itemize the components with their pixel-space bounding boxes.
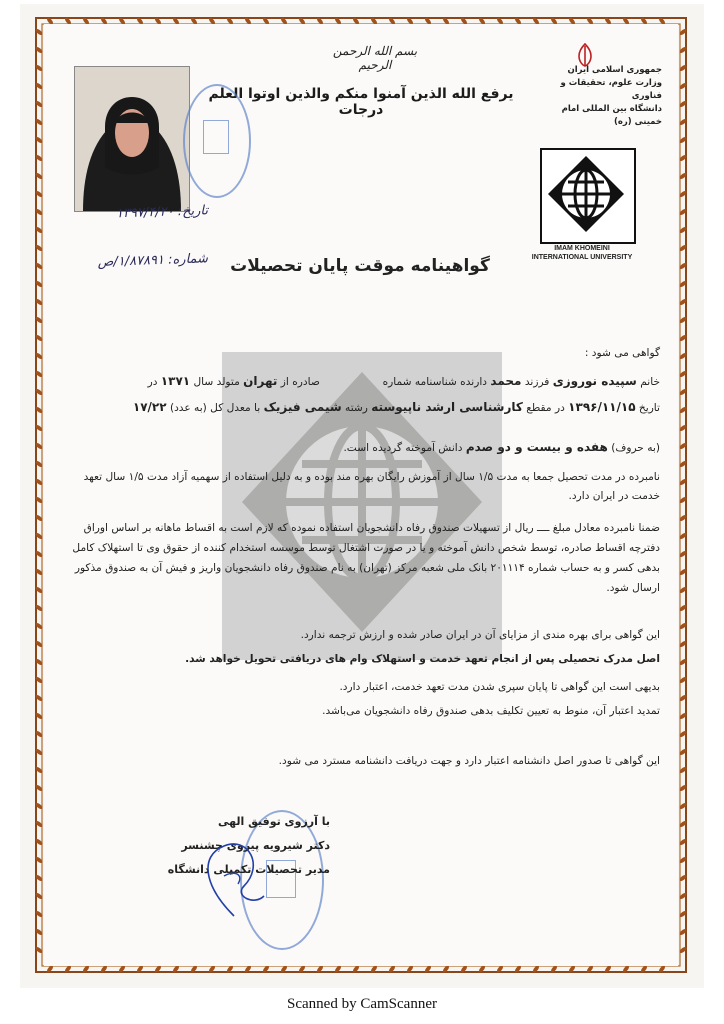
graduation-date: ۱۳۹۶/۱۱/۱۵ (568, 400, 636, 414)
ministry-line: وزارت علوم، تحقیقات و فناوری (560, 78, 662, 101)
gpa: ۱۷/۲۲ (132, 400, 167, 414)
verse-calligraphy: یرفع الله الذین آمنوا منکم والذین اوتوا العلم درجات (208, 86, 514, 118)
validity-paragraph: این گواهی برای بهره مندی از مزایای آن در ایران صادر شده و ارزش ترجمه ندارد. (300, 629, 660, 641)
text: صادره از (280, 376, 320, 388)
birth-year: ۱۳۷۱ (160, 374, 191, 388)
university-line: دانشگاه بین المللی امام خمینی (ره) (561, 104, 662, 127)
signer-name: دکتر شیرویه پیروی چشنسر (181, 839, 330, 852)
university-english-line1: IMAM KHOMEINI (554, 245, 610, 252)
reference-date: تاریخ: ۱۳۹۷/۴/۲۰ (115, 203, 209, 222)
signer-position: مدیر تحصیلات تکمیلی دانشگاه (167, 863, 330, 876)
certificate-greeting: گواهی می شود : (584, 347, 660, 359)
text: متولد سال (193, 376, 240, 388)
issue-city: تهران (243, 374, 278, 388)
certificate-line-2 (56, 398, 660, 418)
university-stamp (183, 84, 251, 198)
certificate-line-3 (56, 438, 660, 458)
certificate-line-1 (56, 372, 660, 392)
closing-wish: با آرزوی توفیق الهی (217, 815, 330, 828)
handwritten-signature (194, 826, 274, 926)
service-validity-paragraph: بدیهی است این گواهی تا پایان سپری شدن مدت تعهد خدمت، اعتبار دارد. (339, 681, 660, 693)
text: (به حروف) (611, 442, 660, 454)
text: رشته (345, 402, 368, 414)
text: با معدل کل (به عدد) (169, 402, 261, 414)
extension-paragraph: تمدید اعتبار آن، منوط به تعیین تکلیف بدهی صندوق رفاه دانشجویان می‌باشد. (322, 705, 660, 717)
loan-paragraph: ضمنا نامبرده معادل مبلغ ــــ ریال از تسهیلات صندوق رفاه دانشجویان استفاده نموده که لازم است به اقساط ماهانه بر اساس اوراق دفترچه اقساط صادره، توسط شخص دانش آموخته و یا در صورت اشتغال توسط موسسه استخدام کننده از حقوق وی تا استهلاک کامل بدهی کسر و به حساب شماره ۲۰۱۱۱۴ بانک ملی شعبه مرکز (تهران) به نام صندوق رفاه دانشجویان واریز و فیش آن به صندوق مذکور ارسال شود. (72, 522, 660, 594)
university-english-name (520, 244, 644, 262)
service-obligation-paragraph: نامبرده در مدت تحصیل جمعا به مدت ۱/۵ سال از آموزش رایگان بهره مند بوده و به دلیل استفاده از سهمیه آزاد مدت ۱/۵ سال تعهد خدمت در ایران دارد. (83, 471, 660, 502)
globe-logo-icon (542, 150, 630, 238)
basmala-calligraphy: بسم الله الرحمن الرحیم (332, 44, 418, 72)
republic-header (542, 64, 662, 129)
republic-line: جمهوری اسلامی ایران (567, 65, 662, 75)
scanner-footer: Scanned by CamScanner (287, 996, 437, 1012)
text: دارنده شناسنامه شماره (382, 376, 488, 388)
degree: کارشناسی ارشد ناپیوسته (371, 400, 523, 414)
original-degree-paragraph: اصل مدرک تحصیلی پس از انجام تعهد خدمت و استهلاک وام های دریافتی تحویل خواهد شد. (185, 653, 660, 665)
university-english-line2: INTERNATIONAL UNIVERSITY (531, 254, 633, 261)
student-photo (74, 66, 190, 212)
graduate-name: سپیده نوروزی (552, 374, 637, 388)
reference-number: شماره: ۱/۸۷۸۹۱/ص (97, 251, 209, 271)
text: در مقطع (526, 402, 565, 414)
text: فرزند (524, 376, 550, 388)
text: دانش آموخته گردیده است. (343, 442, 463, 454)
certificate-title: گواهینامه موقت پایان تحصیلات (230, 256, 490, 276)
father-name: محمد (490, 374, 522, 388)
text: تاریخ (638, 402, 660, 414)
text: خانم (640, 376, 660, 388)
text: در (147, 376, 158, 388)
diploma-return-paragraph: این گواهی تا صدور اصل دانشنامه اعتبار دارد و جهت دریافت دانشنامه مسترد می شود. (278, 755, 660, 767)
gpa-in-words: هفده و بیست و دو صدم (465, 440, 608, 454)
university-logo (540, 148, 636, 244)
field-of-study: شیمی فیزیک (263, 400, 342, 414)
